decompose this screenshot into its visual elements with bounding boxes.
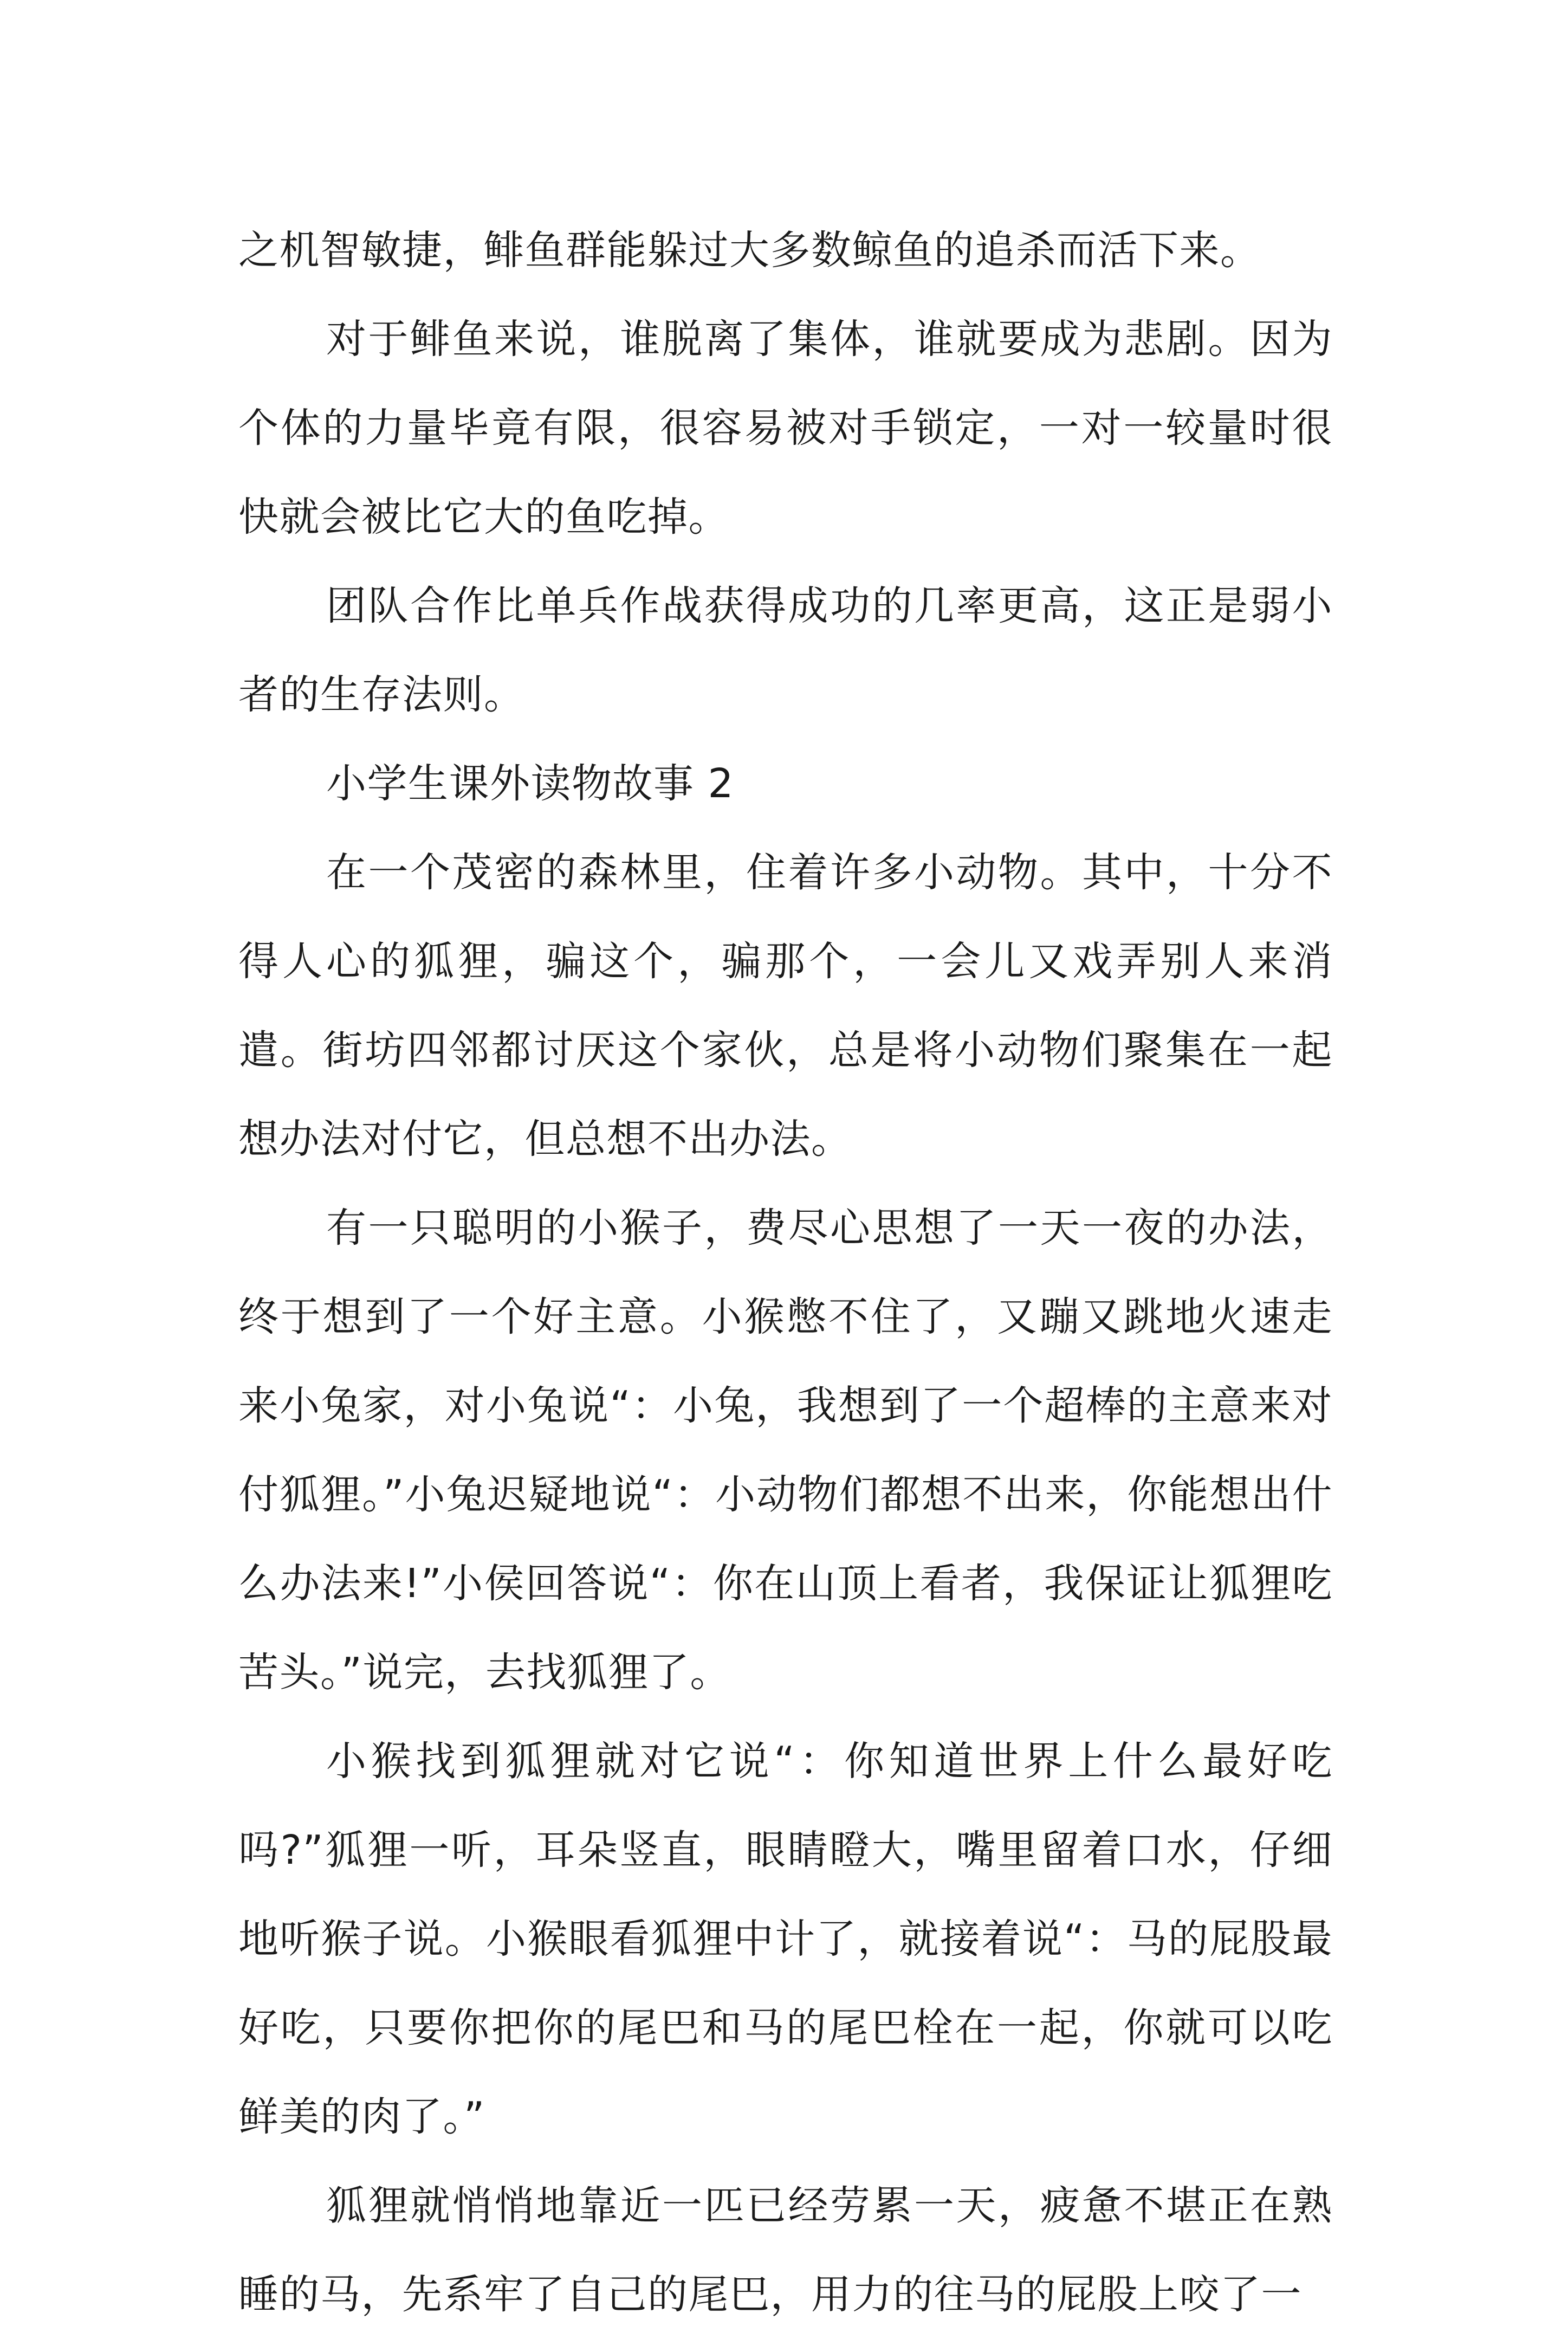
paragraph-forest: 在一个茂密的森林里，住着许多小动物。其中，十分不得人心的狐狸，骗这个，骗那个，一会儿又戏弄别人来消遣。街坊四邻都讨厌这个家伙，总是将小动物们聚集在一起想办法对付它，但总想不出办法。 — [238, 849, 1333, 1162]
paragraph-fox-horse: 狐狸就悄悄地靠近一匹已经劳累一天，疲惫不堪正在熟睡的马，先系牢了自己的尾巴，用力的往马的屁股上咬了一 — [238, 2182, 1333, 2318]
story-heading: 小学生课外读物故事 2 — [326, 760, 735, 807]
paragraph-monkey-fox: 小猴找到狐狸就对它说“：你知道世界上什么最好吃吗?”狐狸一听，耳朵竖直，眼睛瞪大，嘴里留着口水，仔细地听猴子说。小猴眼看狐狸中计了，就接着说“：马的屁股最好吃，只要你把你的尾巴和马的尾巴栓在一起，你就可以吃鲜美的肉了。” — [238, 1738, 1333, 2140]
paragraph-monkey-idea: 有一只聪明的小猴子，费尽心思想了一天一夜的办法，终于想到了一个好主意。小猴憋不住了，又蹦又跳地火速走来小兔家，对小兔说“：小兔，我想到了一个超棒的主意来对付狐狸。”小兔迟疑地说“：小动物们都想不出来，你能想出什么办法来!”小侯回答说“：你在山顶上看者，我保证让狐狸吃苦头。”说完，去找狐狸了。 — [238, 1205, 1333, 1696]
document-body — [238, 206, 1333, 2339]
paragraph-herring-group: 对于鲱鱼来说，谁脱离了集体，谁就要成为悲剧。因为个体的力量毕竟有限，很容易被对手锁定，一对一较量时很快就会被比它大的鱼吃掉。 — [238, 316, 1333, 540]
paragraph-continuation: 之机智敏捷，鲱鱼群能躲过大多数鲸鱼的追杀而活下来。 — [238, 227, 1261, 274]
paragraph-teamwork: 团队合作比单兵作战获得成功的几率更高，这正是弱小者的生存法则。 — [238, 583, 1333, 718]
